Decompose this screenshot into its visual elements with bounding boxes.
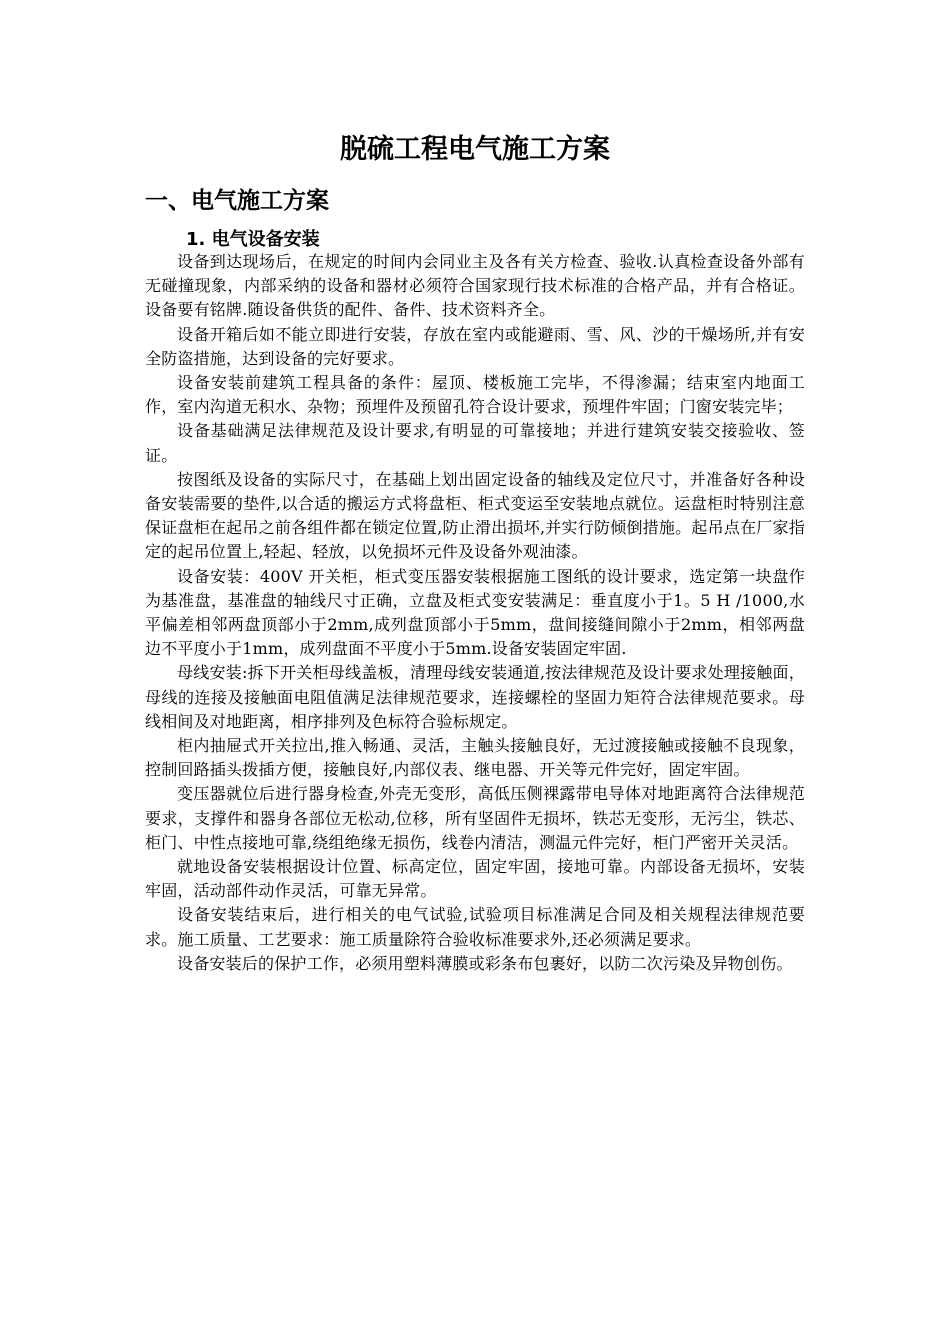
paragraph: 设备安装后的保护工作，必须用塑料薄膜或彩条布包裹好，以防二次污染及异物创伤。 [177,953,793,973]
paragraph: 按图纸及设备的实际尺寸，在基础上划出固定设备的轴线及定位尺寸，并准备好各种设备安装需要的垫件,以合适的搬运方式将盘柜、柜式变运至安装地点就位。运盘柜时特别注意保证盘柜在起吊之前各组件都在锁定位置,防止滑出损坏,并实行防倾倒措施。起吊点在厂家指定的起吊位置上,轻起、轻放，以免损坏元件及设备外观油漆。 [145,469,805,562]
paragraph: 就地设备安装根据设计位置、标高定位，固定牢固，接地可靠。内部设备无损坏，安装牢固，活动部件动作灵活，可靠无异常。 [145,857,805,901]
subsection-heading: 1. 电气设备安装 [186,229,320,250]
paragraph: 母线安装:拆下开关柜母线盖板，清理母线安装通道,按法律规范及设计要求处理接触面，母线的连接及接触面电阻值满足法律规范要求，连接螺栓的坚固力矩符合法律规范要求。母线相间及对地距离，相序排列及色标符合验标规定。 [145,663,805,731]
body-text [145,250,805,976]
paragraph: 设备到达现场后，在规定的时间内会同业主及各有关方检查、验收.认真检查设备外部有无碰撞现象，内部采纳的设备和器材必须符合国家现行技术标准的合格产品，并有合格证。设备要有铭牌.随设备供货的配件、备件、技术资料齐全。 [145,252,805,320]
paragraph: 柜内抽屉式开关拉出,推入畅通、灵活，主触头接触良好，无过渡接触或接触不良现象，控制回路插头拨插方便，接触良好,内部仪表、继电器、开关等元件完好，固定牢固。 [145,736,805,780]
paragraph: 设备安装结束后，进行相关的电气试验,试验项目标准满足合同及相关规程法律规范要求。施工质量、工艺要求：施工质量除符合验收标准要求外,还必须满足要求。 [145,905,805,949]
paragraph: 变压器就位后进行器身检查,外壳无变形，高低压侧裸露带电导体对地距离符合法律规范要求，支撑件和器身各部位无松动,位移，所有坚固件无损坏，铁芯无变形，无污尘，铁芯、柜门、中性点接地可靠,绕组绝缘无损伤，线卷内清洁，测温元件完好，柜门严密开关灵活。 [145,784,805,852]
paragraph: 设备安装：400V 开关柜，柜式变压器安装根据施工图纸的设计要求，选定第一块盘作为基准盘，基准盘的轴线尺寸正确，立盘及柜式变安装满足：垂直度小于1。5 H /1000,水平偏差相邻两盘顶部小于2mm,成列盘顶部小于5mm，盘间接缝间隙小于2mm，相邻两盘边不平度小于1mm，成列盘面不平度小于5mm.设备安装固定牢固. [145,566,805,659]
document-title: 脱硫工程电气施工方案 [340,134,610,165]
paragraph: 设备基础满足法律规范及设计要求,有明显的可靠接地；并进行建筑安装交接验收、签证。 [145,421,805,465]
paragraph: 设备安装前建筑工程具备的条件：屋顶、楼板施工完毕，不得渗漏；结束室内地面工作，室内沟道无积水、杂物；预埋件及预留孔符合设计要求，预埋件牢固；门窗安装完毕； [145,373,805,417]
paragraph: 设备开箱后如不能立即进行安装，存放在室内或能避雨、雪、风、沙的干燥场所,并有安全防盗措施，达到设备的完好要求。 [145,324,805,368]
section-heading: 一、电气施工方案 [145,188,329,214]
